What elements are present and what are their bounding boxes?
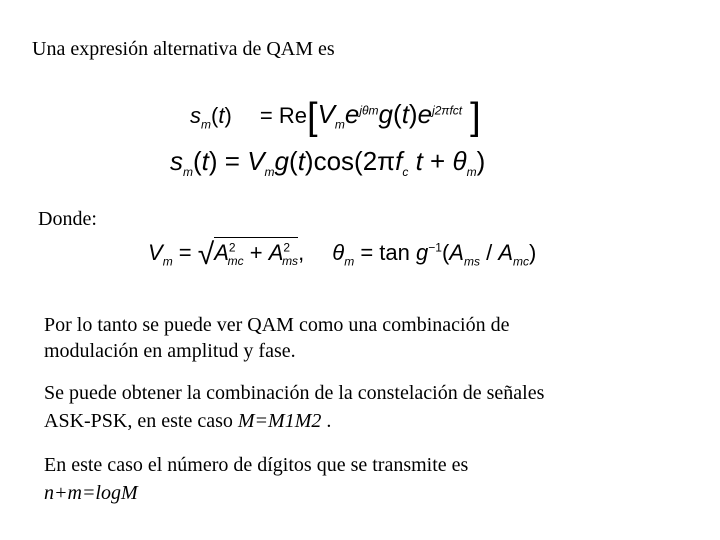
intro-text: Una expresión alternativa de QAM es <box>32 38 335 60</box>
equation-complex-envelope: $s_m(t) = Re[V_me^{j\theta m}g(t)e^{j2\pi fct}$ ] <box>190 96 481 138</box>
paragraph-3-line-1: En este caso el número de dígitos que se transmite es <box>44 454 469 476</box>
paragraph-1-line-2: modulación en amplitud y fase. <box>44 340 296 362</box>
paragraph-1-line-1: Por lo tanto se puede ver QAM como una combinación de <box>44 314 510 336</box>
paragraph-2-line-1: Se puede obtener la combinación de la constelación de señales <box>44 382 545 404</box>
paragraph-2-line-2 <box>44 408 331 434</box>
paragraph-2-end: . <box>321 410 332 432</box>
paragraph-3-formula: n+m=logM <box>44 482 138 504</box>
paragraph-2-text: ASK-PSK, en este caso <box>44 410 238 432</box>
equation-passband-signal: $s_m(t) = V_mg(t)\cos(2\pi f_c$ $t + \theta_m$) <box>170 146 486 180</box>
equation-amplitude-phase: $V_m = √A^2_{mc} + A^2_{ms}$, $\theta_m = \tan g^{-1}(A_{ms} / A_{mc})$ <box>148 238 537 271</box>
paragraph-2-formula: M=M1M2 <box>237 410 322 432</box>
donde-label: Donde: <box>38 208 97 230</box>
